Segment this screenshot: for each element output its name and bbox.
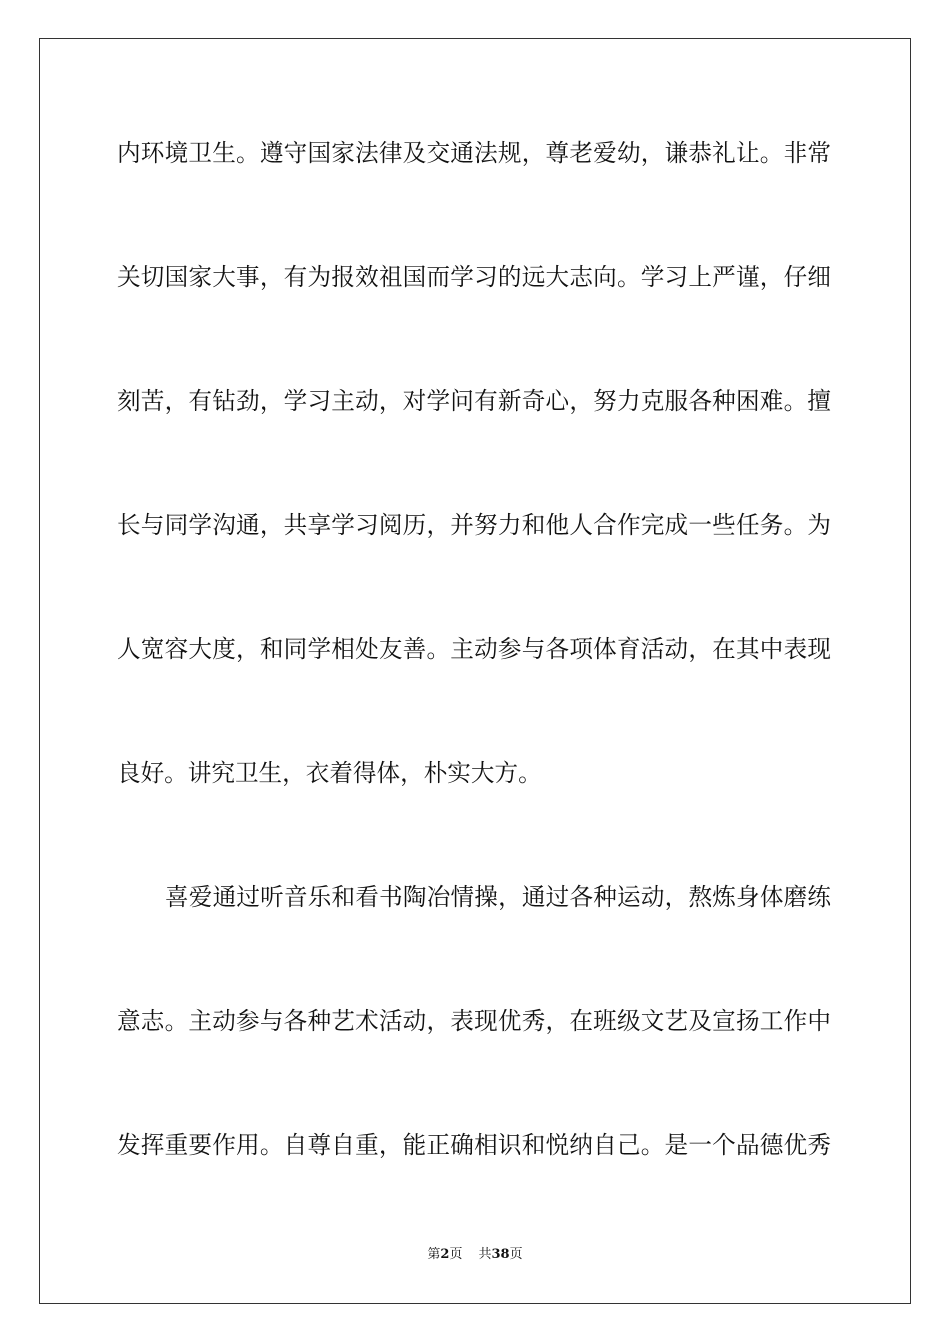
text-line: 内环境卫生。遵守国家法律及交通法规，尊老爱幼，谦恭礼让。非常	[117, 139, 831, 167]
text-line: 良好。讲究卫生，衣着得体，朴实大方。	[117, 759, 542, 787]
text-line: 刻苦，有钻劲，学习主动，对学问有新奇心，努力克服各种困难。擅	[117, 387, 831, 415]
text-line: 人宽容大度，和同学相处友善。主动参与各项体育活动，在其中表现	[117, 635, 831, 663]
text-line: 长与同学沟通，共享学习阅历，并努力和他人合作完成一些任务。为	[117, 511, 831, 539]
page-suffix: 页	[449, 1247, 463, 1262]
page-number: 2	[440, 1247, 450, 1262]
text-line: 意志。主动参与各种艺术活动，表现优秀，在班级文艺及宣扬工作中	[117, 1007, 831, 1035]
page-footer	[0, 1246, 950, 1264]
text-line-indented: 喜爱通过听音乐和看书陶冶情操，通过各种运动，熬炼身体磨练	[165, 883, 831, 911]
total-prefix: 共	[478, 1247, 492, 1262]
text-line: 发挥重要作用。自尊自重，能正确相识和悦纳自己。是一个品德优秀	[117, 1131, 831, 1159]
page-border	[39, 38, 911, 1304]
text-line: 关切国家大事，有为报效祖国而学习的远大志向。学习上严谨，仔细	[117, 263, 831, 291]
total-suffix: 页	[509, 1247, 523, 1262]
total-pages: 38	[491, 1247, 510, 1262]
page-prefix: 第	[427, 1247, 441, 1262]
